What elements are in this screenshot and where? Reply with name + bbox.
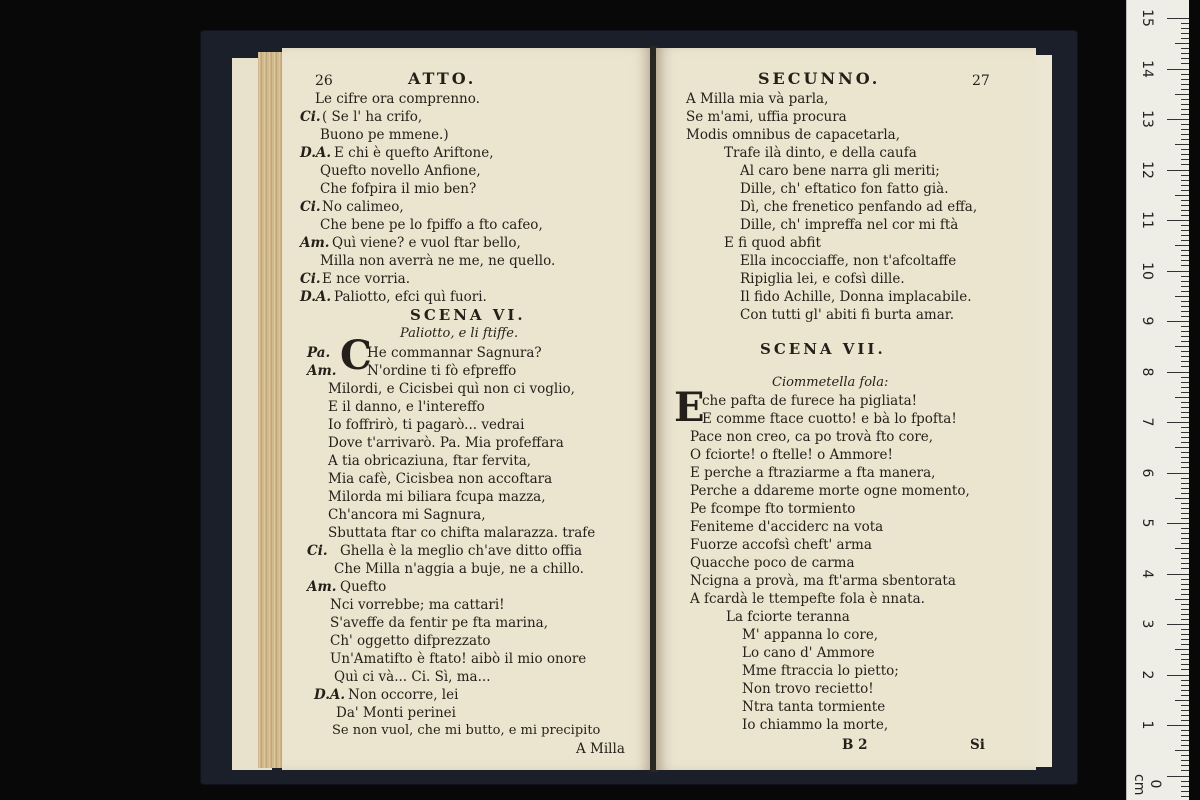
text-line: Ch'ancora mi Sagnura,	[328, 507, 486, 523]
ruler-tick	[1181, 730, 1189, 731]
ruler-tick	[1175, 195, 1189, 196]
ruler-tick	[1175, 649, 1189, 650]
ruler-tick	[1181, 392, 1189, 393]
text-line: Milordi, e Cicisbei quì non ci voglio,	[328, 381, 575, 397]
ruler-tick	[1167, 675, 1189, 676]
ruler-tick	[1181, 442, 1189, 443]
ruler-tick	[1181, 412, 1189, 413]
ruler-tick	[1181, 316, 1189, 317]
ruler-tick	[1181, 735, 1189, 736]
ruler-number: 8	[1139, 367, 1155, 376]
ruler-tick	[1175, 498, 1189, 499]
ruler-tick	[1181, 619, 1189, 620]
ruler-tick	[1181, 311, 1189, 312]
ruler-tick	[1181, 644, 1189, 645]
text-line: Modis omnibus de capacetarla,	[686, 127, 900, 143]
ruler-tick	[1181, 134, 1189, 135]
ruler-tick	[1167, 422, 1189, 423]
ruler-tick	[1167, 372, 1189, 373]
ruler-tick	[1181, 200, 1189, 201]
text-line: Fuorze accofsì cheft' arma	[690, 537, 872, 553]
ruler-number: 1	[1139, 720, 1155, 730]
text-line: Milorda mi biliara fcupa mazza,	[328, 489, 546, 505]
text-line: A fcardà le ttempefte fola è nnata.	[690, 591, 925, 607]
ruler-tick	[1181, 33, 1189, 34]
speaker-label: Pa.	[307, 345, 331, 361]
catchword: Si	[970, 737, 985, 753]
ruler-tick	[1175, 245, 1189, 246]
ruler-tick	[1181, 407, 1189, 408]
ruler-tick	[1181, 291, 1189, 292]
ruler-tick	[1181, 331, 1189, 332]
ruler-tick	[1167, 119, 1189, 120]
text-line: E nce vorria.	[322, 271, 411, 287]
ruler-tick	[1181, 462, 1189, 463]
text-line: Che bene pe lo fpiffo a fto cafeo,	[320, 217, 543, 233]
ruler-tick	[1181, 366, 1189, 367]
ruler-tick	[1181, 48, 1189, 49]
ruler-tick	[1175, 397, 1189, 398]
ruler-tick	[1181, 215, 1189, 216]
ruler-tick	[1181, 493, 1189, 494]
ruler-tick	[1181, 230, 1189, 231]
ruler-tick	[1181, 190, 1189, 191]
ruler-tick	[1181, 457, 1189, 458]
text-line: N'ordine ti fò efpreffo	[367, 363, 517, 379]
text-line: La fciorte teranna	[726, 609, 850, 625]
ruler-tick	[1181, 720, 1189, 721]
text-line: Quefto	[340, 579, 387, 595]
text-line: Da' Monti perinei	[336, 705, 456, 721]
ruler-tick	[1181, 563, 1189, 564]
ruler-tick	[1167, 69, 1189, 70]
ruler-tick	[1181, 579, 1189, 580]
ruler-tick	[1181, 260, 1189, 261]
ruler-tick	[1167, 321, 1189, 322]
ruler-number: 10	[1139, 261, 1155, 280]
text-line: Ghella è la meglio ch'ave ditto offia	[340, 543, 583, 559]
text-line: Buono pe mmene.)	[320, 127, 449, 143]
ruler-tick	[1181, 377, 1189, 378]
text-line: Se non vuol, che mi butto, e mi precipito	[332, 723, 601, 738]
signature-mark: B 2	[842, 737, 868, 753]
ruler-tick	[1181, 301, 1189, 302]
ruler-number: 7	[1139, 417, 1155, 427]
ruler-number: 4	[1139, 569, 1155, 578]
ruler-tick	[1181, 361, 1189, 362]
ruler-number: 0 cm	[1131, 773, 1163, 795]
ruler-tick	[1181, 781, 1189, 782]
ruler-tick	[1181, 154, 1189, 155]
speaker-label: Ci.	[300, 271, 321, 287]
text-line: Mia cafè, Cicisbea non accoftara	[328, 471, 553, 487]
ruler-tick	[1175, 94, 1189, 95]
text-line: O fciorte! o ftelle! o Ammore!	[690, 447, 893, 463]
text-line: Al caro bene narra gli meriti;	[740, 163, 940, 179]
ruler-tick	[1181, 210, 1189, 211]
ruler-tick	[1181, 235, 1189, 236]
ruler-tick	[1181, 614, 1189, 615]
catchword: A Milla	[576, 741, 625, 757]
text-line: A Milla mia và parla,	[686, 91, 829, 107]
ruler-tick	[1181, 104, 1189, 105]
ruler-tick	[1181, 84, 1189, 85]
speaker-label: D.A.	[314, 687, 346, 703]
ruler-tick	[1175, 43, 1189, 44]
ruler-number: 14	[1139, 59, 1155, 78]
ruler-tick	[1181, 240, 1189, 241]
ruler-tick	[1167, 523, 1189, 524]
text-line: Perche a ddareme morte ogne momento,	[690, 483, 970, 499]
scene-title: SCENA VII.	[760, 340, 886, 358]
ruler-tick	[1181, 28, 1189, 29]
text-line: Un'Amatifto è ftato! aibò il mio onore	[330, 651, 587, 667]
ruler-tick	[1181, 109, 1189, 110]
ruler-number: 3	[1139, 619, 1155, 629]
left-running-head: ATTO.	[408, 69, 477, 88]
ruler-tick	[1167, 574, 1189, 575]
ruler-tick	[1181, 528, 1189, 529]
text-line: M' appanna lo core,	[742, 627, 879, 643]
ruler-tick	[1181, 159, 1189, 160]
text-line: Io foffrirò, ti pagarò... vedrai	[328, 417, 525, 433]
text-line: E chi è quefto Ariftone,	[334, 145, 494, 161]
ruler-tick	[1181, 276, 1189, 277]
ruler-tick	[1175, 599, 1189, 600]
ruler-tick	[1181, 680, 1189, 681]
text-line: Nci vorrebbe; ma cattari!	[330, 597, 505, 613]
ruler-tick	[1181, 715, 1189, 716]
text-line: Ncigna a provà, ma ft'arma sbentorata	[690, 573, 956, 589]
ruler-number: 13	[1139, 110, 1155, 128]
text-line: Con tutti gl' abiti fi burta amar.	[740, 307, 955, 323]
text-line: Dove t'arrivarò. Pa. Mia profeffara	[328, 435, 564, 451]
measurement-ruler	[1126, 0, 1189, 800]
ruler-tick	[1181, 669, 1189, 670]
ruler-tick	[1181, 589, 1189, 590]
speaker-label: D.A.	[300, 145, 332, 161]
ruler-tick	[1181, 488, 1189, 489]
ruler-tick	[1181, 609, 1189, 610]
ruler-tick	[1181, 634, 1189, 635]
ruler-number: 5	[1139, 518, 1155, 528]
ruler-tick	[1181, 114, 1189, 115]
ruler-tick	[1181, 639, 1189, 640]
speaker-label: Am.	[307, 579, 337, 595]
text-line: Ripiglia lei, e cofsì dille.	[740, 271, 905, 287]
speaker-label: D.A.	[300, 289, 332, 305]
ruler-tick	[1181, 553, 1189, 554]
ruler-number: 9	[1139, 316, 1155, 326]
ruler-tick	[1181, 306, 1189, 307]
left-page	[282, 48, 652, 770]
text-line: Non occorre, lei	[348, 687, 459, 703]
ruler-tick	[1181, 765, 1189, 766]
stage-direction: Paliotto, e li ftiffe.	[400, 326, 519, 341]
ruler-tick	[1181, 664, 1189, 665]
ruler-tick	[1175, 447, 1189, 448]
ruler-tick	[1181, 387, 1189, 388]
text-line: Le cifre ora comprenno.	[315, 91, 480, 107]
ruler-tick	[1181, 629, 1189, 630]
text-line: Che Milla n'aggia a buje, ne a chillo.	[334, 561, 584, 577]
ruler-tick	[1181, 250, 1189, 251]
speaker-label: Ci.	[307, 543, 328, 559]
ruler-tick	[1181, 518, 1189, 519]
text-line: Dì, che frenetico penfando ad effa,	[740, 199, 978, 215]
ruler-tick	[1175, 548, 1189, 549]
ruler-tick	[1175, 750, 1189, 751]
text-line: Lo cano d' Ammore	[742, 645, 875, 661]
text-line: A tia obricaziuna, ftar fervita,	[328, 453, 532, 469]
ruler-tick	[1181, 604, 1189, 605]
text-line: E perche a ftraziarme a fta manera,	[690, 465, 936, 481]
ruler-tick	[1181, 63, 1189, 64]
ruler-tick	[1181, 382, 1189, 383]
ruler-tick	[1181, 286, 1189, 287]
ruler-tick	[1181, 533, 1189, 534]
ruler-tick	[1181, 23, 1189, 24]
ruler-tick	[1167, 18, 1189, 19]
ruler-tick	[1181, 543, 1189, 544]
ruler-tick	[1181, 427, 1189, 428]
speaker-label: Ci.	[300, 199, 321, 215]
ruler-tick	[1175, 700, 1189, 701]
ruler-tick	[1181, 755, 1189, 756]
ruler-tick	[1167, 624, 1189, 625]
ruler-tick	[1181, 710, 1189, 711]
stage-direction: Ciommetella fola:	[772, 375, 889, 390]
ruler-tick	[1181, 508, 1189, 509]
ruler-tick	[1181, 584, 1189, 585]
ruler-tick	[1181, 129, 1189, 130]
ruler-tick	[1181, 53, 1189, 54]
text-line: ( Se l' ha crifo,	[322, 109, 423, 125]
ruler-tick	[1181, 205, 1189, 206]
ruler-tick	[1181, 79, 1189, 80]
ruler-tick	[1181, 437, 1189, 438]
ruler-tick	[1181, 225, 1189, 226]
text-line: Se m'ami, uffia procura	[686, 109, 847, 125]
ruler-tick	[1167, 473, 1189, 474]
right-running-head: SECUNNO.	[758, 69, 881, 88]
right-page	[656, 48, 1036, 770]
ruler-tick	[1181, 705, 1189, 706]
text-line: Io chiammo la morte,	[742, 717, 889, 733]
ruler-tick	[1181, 745, 1189, 746]
speaker-label: Am.	[307, 363, 337, 379]
ruler-tick	[1181, 265, 1189, 266]
drop-cap: C	[340, 332, 372, 379]
ruler-tick	[1181, 685, 1189, 686]
ruler-tick	[1181, 139, 1189, 140]
ruler-tick	[1181, 356, 1189, 357]
text-line: Sbuttata ftar co chifta malarazza. trafe	[328, 525, 596, 541]
text-line: Dille, ch' impreffa nel cor mi ftà	[740, 217, 959, 233]
text-line: E il danno, e l'intereffo	[328, 399, 485, 415]
ruler-tick	[1181, 281, 1189, 282]
drop-cap: E	[674, 384, 705, 431]
ruler-tick	[1181, 796, 1189, 797]
ruler-tick	[1181, 654, 1189, 655]
ruler-tick	[1181, 89, 1189, 90]
ruler-tick	[1167, 220, 1189, 221]
text-line: Milla non averrà ne me, ne quello.	[320, 253, 556, 269]
ruler-tick	[1175, 346, 1189, 347]
ruler-tick	[1181, 467, 1189, 468]
ruler-tick	[1181, 483, 1189, 484]
ruler-number: 12	[1139, 160, 1155, 179]
page-edges	[258, 52, 284, 768]
ruler-tick	[1181, 770, 1189, 771]
ruler-number: 6	[1139, 468, 1155, 477]
ruler-tick	[1181, 185, 1189, 186]
ruler-tick	[1167, 776, 1189, 777]
right-page-number: 27	[972, 73, 990, 89]
ruler-tick	[1181, 38, 1189, 39]
ruler-tick	[1175, 144, 1189, 145]
ruler-tick	[1181, 478, 1189, 479]
ruler-number: 15	[1139, 9, 1155, 27]
ruler-tick	[1181, 74, 1189, 75]
text-line: S'aveffe da fentir pe fta marina,	[330, 615, 548, 631]
left-page-number: 26	[315, 73, 333, 89]
ruler-tick	[1181, 558, 1189, 559]
text-line: Il fido Achille, Donna implacabile.	[740, 289, 972, 305]
ruler-tick	[1181, 341, 1189, 342]
text-line: Mme ftraccia lo pietto;	[742, 663, 899, 679]
text-line: Quì viene? e vuol ftar bello,	[332, 235, 521, 251]
ruler-tick	[1181, 791, 1189, 792]
text-line: Ella incocciaffe, non t'afcoltaffe	[740, 253, 957, 269]
ruler-tick	[1167, 170, 1189, 171]
text-line: Trafe ilà dinto, e della caufa	[724, 145, 917, 161]
ruler-tick	[1181, 503, 1189, 504]
ruler-tick	[1181, 164, 1189, 165]
text-line: che pafta de furece ha pigliata!	[702, 393, 918, 409]
ruler-tick	[1181, 786, 1189, 787]
ruler-tick	[1181, 124, 1189, 125]
text-line: Dille, ch' eftatico fon fatto già.	[740, 181, 949, 197]
speaker-label: Am.	[300, 235, 330, 251]
text-line: Quefto novello Anfione,	[320, 163, 481, 179]
text-line: Ntra tanta tormiente	[742, 699, 886, 715]
ruler-tick	[1181, 659, 1189, 660]
ruler-tick	[1181, 180, 1189, 181]
ruler-tick	[1181, 690, 1189, 691]
ruler-tick	[1181, 432, 1189, 433]
text-line: Pace non creo, ca po trovà fto core,	[690, 429, 934, 445]
text-line: Paliotto, efci quì fuori.	[334, 289, 487, 305]
ruler-tick	[1181, 351, 1189, 352]
text-line: He commannar Sagnura?	[367, 345, 542, 361]
ruler-tick	[1181, 255, 1189, 256]
text-line: Quì ci và... Ci. Sì, ma...	[334, 669, 491, 685]
ruler-tick	[1181, 538, 1189, 539]
ruler-tick	[1181, 568, 1189, 569]
text-line: No calimeo,	[322, 199, 404, 215]
ruler-tick	[1181, 402, 1189, 403]
ruler-tick	[1181, 594, 1189, 595]
ruler-tick	[1167, 725, 1189, 726]
text-line: E comme ftace cuotto! e bà lo fpofta!	[702, 411, 957, 427]
text-line: Pe fcompe fto tormiento	[690, 501, 856, 517]
text-line: Ch' oggetto difprezzato	[330, 633, 491, 649]
text-line: Che fofpira il mio ben?	[320, 181, 477, 197]
ruler-tick	[1181, 740, 1189, 741]
ruler-tick	[1181, 513, 1189, 514]
ruler-tick	[1181, 695, 1189, 696]
ruler-tick	[1181, 58, 1189, 59]
text-line: Non trovo recietto!	[742, 681, 874, 697]
ruler-number: 11	[1139, 211, 1155, 229]
ruler-tick	[1181, 336, 1189, 337]
ruler-tick	[1181, 99, 1189, 100]
ruler-tick	[1181, 760, 1189, 761]
ruler-tick	[1167, 271, 1189, 272]
text-line: E fi quod abfit	[724, 235, 821, 251]
ruler-tick	[1175, 296, 1189, 297]
ruler-number: 2	[1139, 670, 1155, 679]
scene-title: SCENA VI.	[410, 306, 526, 324]
ruler-tick	[1181, 326, 1189, 327]
ruler-tick	[1181, 149, 1189, 150]
speaker-label: Ci.	[300, 109, 321, 125]
text-line: Quacche poco de carma	[690, 555, 855, 571]
ruler-tick	[1181, 175, 1189, 176]
text-line: Feniteme d'acciderc na vota	[690, 519, 884, 535]
ruler-tick	[1181, 452, 1189, 453]
ruler-tick	[1181, 417, 1189, 418]
